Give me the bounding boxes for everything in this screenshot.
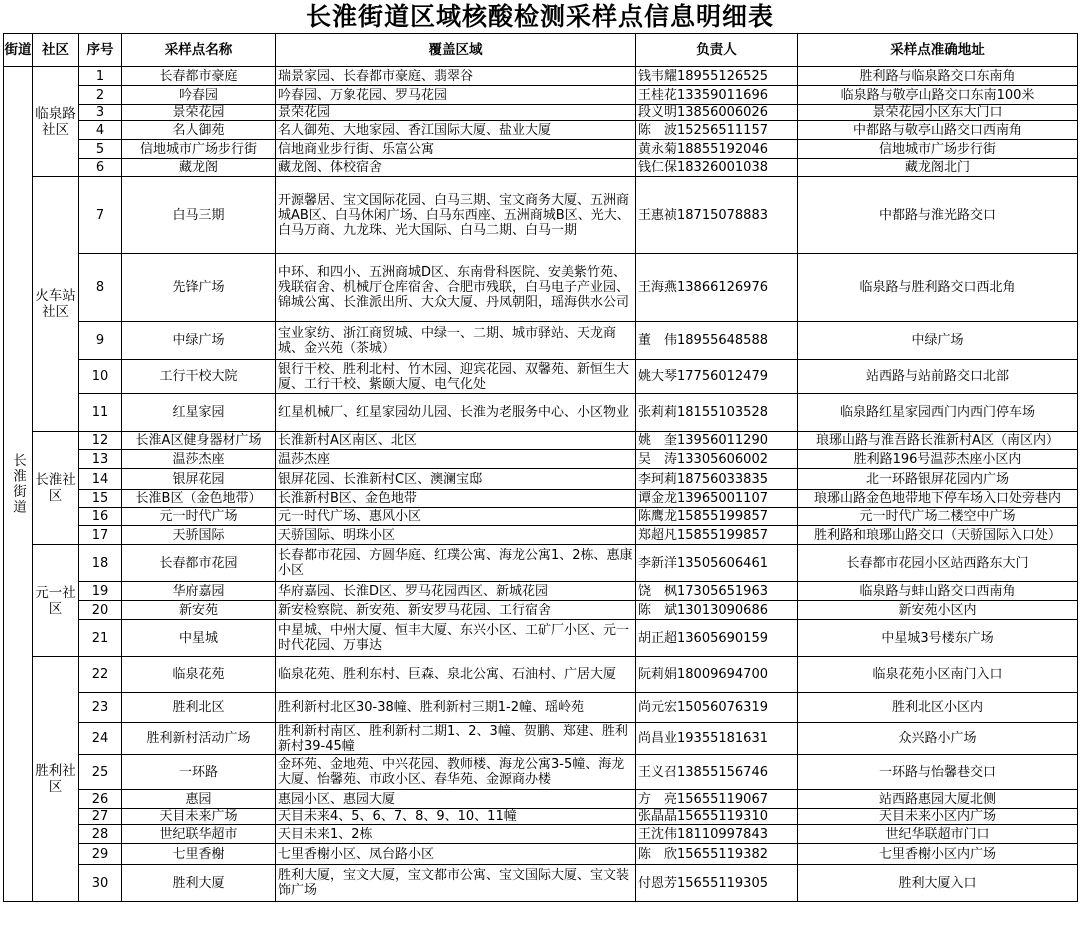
- table-row: [4, 177, 1078, 254]
- coverage-area: 胜利大厦，宝文大厦，宝文都市公寓、宝文国际大厦、宝文装饰广场: [276, 865, 636, 902]
- table-row: [4, 790, 1078, 809]
- table-row: [4, 865, 1078, 902]
- person-in-charge: 陈鹰龙15855199857: [636, 508, 798, 526]
- coverage-area: 临泉花苑、胜利东村、巨森、泉北公寓、石油村、广居大厦: [276, 657, 636, 693]
- site-name: 白马三期: [122, 177, 276, 254]
- row-number: 5: [79, 140, 122, 159]
- table-row: [4, 469, 1078, 490]
- coverage-area: 胜利新村南区、胜利新村二期1、2、3幢、贺鹏、郑建、胜利新村39-45幢: [276, 723, 636, 755]
- row-number: 27: [79, 809, 122, 825]
- header-no: 序号: [79, 34, 122, 67]
- coverage-area: 惠园小区、惠园大厦: [276, 790, 636, 809]
- page-title: 长淮街道区域核酸检测采样点信息明细表: [305, 2, 774, 31]
- coverage-area: 瑞景家园、长春都市豪庭、翡翠谷: [276, 67, 636, 86]
- person-in-charge: 尚昌业19355181631: [636, 723, 798, 755]
- person-in-charge: 王惠祯18715078883: [636, 177, 798, 254]
- row-number: 29: [79, 844, 122, 865]
- site-address: 长春都市花园小区站西路东大门: [798, 545, 1078, 582]
- person-in-charge: 阮莉娟18009694700: [636, 657, 798, 693]
- site-address: 胜利路和琅琊山路交口（天骄国际入口处）: [798, 526, 1078, 545]
- table-row: [4, 159, 1078, 177]
- coverage-area: 中环、和四小、五洲商城D区、东南骨科医院、安美紫竹苑、残联宿舍、机械厅仓库宿舍、合肥市残联，白马电子产业园、锦城公寓、长淮派出所、大众大厦、丹凤朝阳，瑶海供水公司: [276, 254, 636, 322]
- table-row: [4, 545, 1078, 582]
- coverage-area: 天目未来1、2栋: [276, 825, 636, 844]
- person-in-charge: 王沈伟18110997843: [636, 825, 798, 844]
- site-name: 长春都市豪庭: [122, 67, 276, 86]
- person-in-charge: 陈 欣15655119382: [636, 844, 798, 865]
- person-in-charge: 郑超凡15855199857: [636, 526, 798, 545]
- site-address: 临泉路红星家园西门内西门停车场: [798, 394, 1078, 432]
- row-number: 19: [79, 582, 122, 601]
- coverage-area: 胜利新村北区30-38幢、胜利新村三期1-2幢、瑶岭苑: [276, 693, 636, 723]
- person-in-charge: 付恩芳15655119305: [636, 865, 798, 902]
- table-row: [4, 490, 1078, 508]
- row-number: 22: [79, 657, 122, 693]
- person-in-charge: 姚大琴17756012479: [636, 360, 798, 394]
- table-row: [4, 601, 1078, 620]
- site-address: 胜利路与临泉路交口东南角: [798, 67, 1078, 86]
- row-number: 20: [79, 601, 122, 620]
- coverage-area: 吟春园、万象花园、罗马花园: [276, 86, 636, 105]
- site-address: 新安苑小区内: [798, 601, 1078, 620]
- table-row: [4, 693, 1078, 723]
- coverage-area: 信地商业步行街、乐富公寓: [276, 140, 636, 159]
- site-address: 一环路与怡馨巷交口: [798, 755, 1078, 790]
- site-name: 元一时代广场: [122, 508, 276, 526]
- row-number: 1: [79, 67, 122, 86]
- site-address: 中都路与淮光路交口: [798, 177, 1078, 254]
- coverage-area: 景荣花园: [276, 105, 636, 121]
- row-number: 11: [79, 394, 122, 432]
- site-address: 世纪华联超市门口: [798, 825, 1078, 844]
- community-cell: 胜利社区: [33, 657, 79, 902]
- header-street: 街道: [4, 34, 33, 67]
- coverage-area: 中星城、中州大厦、恒丰大厦、东兴小区、工矿厂小区、元一时代花园、万事达: [276, 620, 636, 657]
- site-address: 众兴路小广场: [798, 723, 1078, 755]
- table-row: [4, 723, 1078, 755]
- table-row: [4, 322, 1078, 360]
- row-number: 30: [79, 865, 122, 902]
- table-row: [4, 582, 1078, 601]
- coverage-area: 华府嘉园、长淮D区、罗马花园西区、新城花园: [276, 582, 636, 601]
- person-in-charge: 王海燕13866126976: [636, 254, 798, 322]
- coverage-area: 银行干校、胜利北村、竹木园、迎宾花园、双馨苑、新恒生大厦、工行干校、紫颐大厦、电气化处: [276, 360, 636, 394]
- coverage-area: 天目未来4、5、6、7、8、9、10、11幢: [276, 809, 636, 825]
- table-row: [4, 825, 1078, 844]
- person-in-charge: 张晶晶15655119310: [636, 809, 798, 825]
- coverage-area: 新安检察院、新安苑、新安罗马花园、工行宿舍: [276, 601, 636, 620]
- site-name: 长春都市花园: [122, 545, 276, 582]
- table-row: [4, 140, 1078, 159]
- site-name: 长淮A区健身器材广场: [122, 432, 276, 450]
- site-name: 温莎杰座: [122, 450, 276, 469]
- site-address: 站西路惠园大厦北侧: [798, 790, 1078, 809]
- table-row: [4, 86, 1078, 105]
- site-address: 中都路与敬亭山路交口西南角: [798, 121, 1078, 140]
- person-in-charge: 谭金龙13965001107: [636, 490, 798, 508]
- coverage-area: 天骄国际、明珠小区: [276, 526, 636, 545]
- header-community: 社区: [33, 34, 79, 67]
- table-row: [4, 394, 1078, 432]
- coverage-area: 元一时代广场、惠风小区: [276, 508, 636, 526]
- community-cell: 长淮社区: [33, 432, 79, 545]
- site-name: 华府嘉园: [122, 582, 276, 601]
- row-number: 21: [79, 620, 122, 657]
- site-address: 七里香榭小区内广场: [798, 844, 1078, 865]
- row-number: 2: [79, 86, 122, 105]
- person-in-charge: 尚元宏15056076319: [636, 693, 798, 723]
- site-address: 信地城市广场步行街: [798, 140, 1078, 159]
- site-address: 胜利大厦入口: [798, 865, 1078, 902]
- row-number: 16: [79, 508, 122, 526]
- site-name: 胜利新村活动广场: [122, 723, 276, 755]
- coverage-area: 七里香榭小区、凤台路小区: [276, 844, 636, 865]
- row-number: 26: [79, 790, 122, 809]
- person-in-charge: 胡正超13605690159: [636, 620, 798, 657]
- site-name: 胜利大厦: [122, 865, 276, 902]
- table-row: [4, 755, 1078, 790]
- site-name: 天骄国际: [122, 526, 276, 545]
- coverage-area: 长淮新村B区、金色地带: [276, 490, 636, 508]
- site-address: 中绿广场: [798, 322, 1078, 360]
- site-name: 银屏花园: [122, 469, 276, 490]
- table-row: [4, 657, 1078, 693]
- site-name: 世纪联华超市: [122, 825, 276, 844]
- person-in-charge: 董 伟18955648588: [636, 322, 798, 360]
- site-name: 胜利北区: [122, 693, 276, 723]
- site-address: 临泉路与蚌山路交口西南角: [798, 582, 1078, 601]
- person-in-charge: 段义明13856006026: [636, 105, 798, 121]
- site-name: 天目未来广场: [122, 809, 276, 825]
- row-number: 23: [79, 693, 122, 723]
- person-in-charge: 李珂莉18756033835: [636, 469, 798, 490]
- row-number: 14: [79, 469, 122, 490]
- person-in-charge: 王义召13855156746: [636, 755, 798, 790]
- site-address: 胜利路196号温莎杰座小区内: [798, 450, 1078, 469]
- row-number: 9: [79, 322, 122, 360]
- header-coverage: 覆盖区域: [276, 34, 636, 67]
- table-row: [4, 254, 1078, 322]
- table-row: [4, 121, 1078, 140]
- site-address: 琅琊山路与淮吾路长淮新村A区（南区内）: [798, 432, 1078, 450]
- coverage-area: 宝业家纺、浙江商贸城、中绿一、二期、城市驿站、天龙商城、金兴苑（茶城）: [276, 322, 636, 360]
- row-number: 12: [79, 432, 122, 450]
- coverage-area: 长淮新村A区南区、北区: [276, 432, 636, 450]
- person-in-charge: 钱仁保18326001038: [636, 159, 798, 177]
- coverage-area: 银屏花园、长淮新村C区、澳澜宝邸: [276, 469, 636, 490]
- community-cell: 元一社区: [33, 545, 79, 657]
- site-name: 临泉花苑: [122, 657, 276, 693]
- site-name: 名人御苑: [122, 121, 276, 140]
- person-in-charge: 姚 奎13956011290: [636, 432, 798, 450]
- header-row: [4, 34, 1078, 67]
- table-row: [4, 526, 1078, 545]
- site-name: 红星家园: [122, 394, 276, 432]
- row-number: 8: [79, 254, 122, 322]
- site-name: 藏龙阁: [122, 159, 276, 177]
- site-name: 工行干校大院: [122, 360, 276, 394]
- row-number: 25: [79, 755, 122, 790]
- header-address: 采样点准确地址: [798, 34, 1078, 67]
- coverage-area: 温莎杰座: [276, 450, 636, 469]
- row-number: 17: [79, 526, 122, 545]
- row-number: 15: [79, 490, 122, 508]
- row-number: 24: [79, 723, 122, 755]
- row-number: 6: [79, 159, 122, 177]
- site-address: 景荣花园小区东大门口: [798, 105, 1078, 121]
- person-in-charge: 王桂花13359011696: [636, 86, 798, 105]
- table-row: [4, 432, 1078, 450]
- site-address: 中星城3号楼东广场: [798, 620, 1078, 657]
- site-name: 长淮B区（金色地带）: [122, 490, 276, 508]
- person-in-charge: 方 亮15655119067: [636, 790, 798, 809]
- site-address: 北一环路银屏花园内广场: [798, 469, 1078, 490]
- table-row: [4, 844, 1078, 865]
- table-row: [4, 508, 1078, 526]
- site-name: 惠园: [122, 790, 276, 809]
- coverage-area: 金环苑、金地苑、中兴花园、教师楼、海龙公寓3-5幢、海龙大厦、怡馨苑、市政小区、春华苑、金源商办楼: [276, 755, 636, 790]
- site-name: 先锋广场: [122, 254, 276, 322]
- site-name: 中绿广场: [122, 322, 276, 360]
- site-address: 临泉花苑小区南门入口: [798, 657, 1078, 693]
- site-address: 站西路与站前路交口北部: [798, 360, 1078, 394]
- coverage-area: 藏龙阁、体校宿舍: [276, 159, 636, 177]
- row-number: 7: [79, 177, 122, 254]
- person-in-charge: 李新洋13505606461: [636, 545, 798, 582]
- header-site: 采样点名称: [122, 34, 276, 67]
- person-in-charge: 陈 斌13013090686: [636, 601, 798, 620]
- person-in-charge: 黄永菊18855192046: [636, 140, 798, 159]
- person-in-charge: 陈 波15256511157: [636, 121, 798, 140]
- table-row: [4, 809, 1078, 825]
- table-row: [4, 67, 1078, 86]
- table-row: [4, 360, 1078, 394]
- header-person: 负责人: [636, 34, 798, 67]
- person-in-charge: 吴 涛13305606002: [636, 450, 798, 469]
- coverage-area: 开源馨居、宝文国际花园、白马三期、宝文商务大厦、五洲商城AB区、白马休闲广场、白马东西座、五洲商城B区、光大、白马万商、九龙珠、光大国际、白马二期、白马一期: [276, 177, 636, 254]
- site-name: 七里香榭: [122, 844, 276, 865]
- site-name: 新安苑: [122, 601, 276, 620]
- site-name: 吟春园: [122, 86, 276, 105]
- sampling-sites-table: [3, 33, 1078, 902]
- row-number: 4: [79, 121, 122, 140]
- site-name: 景荣花园: [122, 105, 276, 121]
- community-cell: 临泉路社区: [33, 67, 79, 177]
- row-number: 28: [79, 825, 122, 844]
- coverage-area: 长春都市花园、方圆华庭、红璞公寓、海龙公寓1、2栋、惠康小区: [276, 545, 636, 582]
- site-name: 中星城: [122, 620, 276, 657]
- person-in-charge: 钱韦耀18955126525: [636, 67, 798, 86]
- site-address: 胜利北区小区内: [798, 693, 1078, 723]
- person-in-charge: 饶 枫17305651963: [636, 582, 798, 601]
- site-address: 临泉路与胜利路交口西北角: [798, 254, 1078, 322]
- coverage-area: 红星机械厂、红星家园幼儿园、长淮为老服务中心、小区物业: [276, 394, 636, 432]
- community-cell: 火车站社区: [33, 177, 79, 432]
- table-row: [4, 105, 1078, 121]
- table-row: [4, 620, 1078, 657]
- row-number: 18: [79, 545, 122, 582]
- street-cell: 长淮街道: [4, 67, 33, 902]
- site-address: 元一时代广场二楼空中广场: [798, 508, 1078, 526]
- site-address: 琅琊山路金色地带地下停车场入口处旁巷内: [798, 490, 1078, 508]
- site-address: 藏龙阁北门: [798, 159, 1078, 177]
- site-address: 临泉路与敬亭山路交口东南100米: [798, 86, 1078, 105]
- site-name: 一环路: [122, 755, 276, 790]
- coverage-area: 名人御苑、大地家园、香江国际大厦、盐业大厦: [276, 121, 636, 140]
- table-row: [4, 450, 1078, 469]
- row-number: 13: [79, 450, 122, 469]
- row-number: 3: [79, 105, 122, 121]
- person-in-charge: 张莉莉18155103528: [636, 394, 798, 432]
- site-address: 天目未来小区内广场: [798, 809, 1078, 825]
- site-name: 信地城市广场步行街: [122, 140, 276, 159]
- row-number: 10: [79, 360, 122, 394]
